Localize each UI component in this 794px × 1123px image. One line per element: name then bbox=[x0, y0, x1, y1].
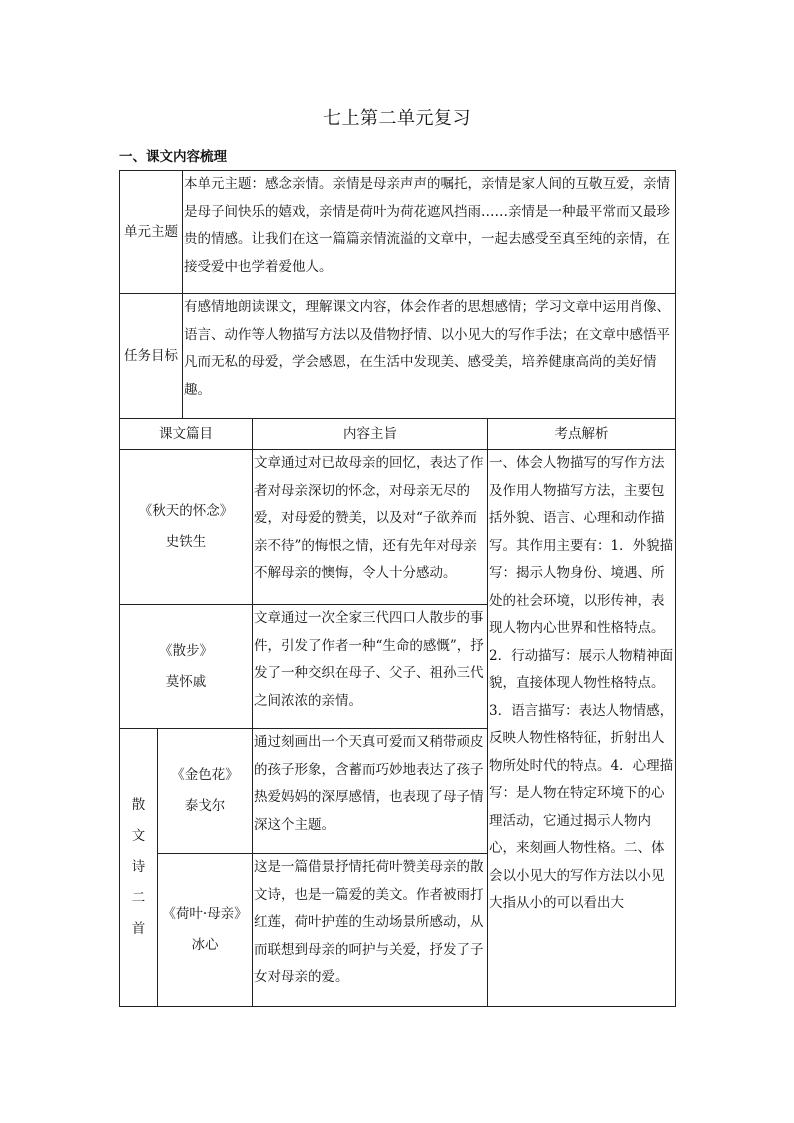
group-label-char: 诗 bbox=[131, 859, 146, 875]
group-label-char: 二 bbox=[131, 890, 146, 906]
lesson-author: 泰戈尔 bbox=[184, 798, 226, 814]
group-label-char: 文 bbox=[131, 828, 146, 844]
lesson-row bbox=[120, 450, 676, 605]
task-goal-row bbox=[120, 294, 676, 419]
lesson-title: 《散步》 bbox=[159, 642, 213, 659]
task-goal-label: 任务目标 bbox=[120, 294, 183, 419]
page-title: 七上第二单元复习 bbox=[323, 108, 471, 129]
lesson-title: 《荷叶·母亲》 bbox=[162, 906, 248, 922]
header-analysis: 考点解析 bbox=[488, 419, 676, 450]
header-gist: 内容主旨 bbox=[253, 419, 488, 450]
lesson-title-cell bbox=[158, 854, 253, 1007]
header-lesson: 课文篇目 bbox=[120, 419, 253, 450]
unit-theme-row bbox=[120, 171, 676, 294]
unit-theme-text: 本单元主题：感念亲情。亲情是母亲声声的嘱托，亲情是家人间的互敬互爱，亲情是母子间快乐的嬉戏，亲情是荷叶为荷花遮风挡雨……亲情是一种最平常而又最珍贵的情感。让我们在这一篇篇亲情流溢的文章中，一起去感受至真至纯的亲情，在接受爱中也学着爱他人。 bbox=[183, 171, 676, 294]
lesson-title-cell bbox=[158, 729, 253, 854]
group-label-char: 散 bbox=[131, 797, 146, 813]
lesson-gist: 这是一篇借景抒情托荷叶赞美母亲的散文诗，也是一篇爱的美文。作者被雨打红莲，荷叶护莲的生动场景所感动，从而联想到母亲的呵护与关爱，抒发了子女对母亲的爱。 bbox=[253, 854, 488, 1007]
lesson-title: 《金色花》 bbox=[171, 767, 239, 783]
lesson-gist: 文章通过对已故母亲的回忆，表达了作者对母亲深切的怀念，对母亲无尽的爱，对母爱的赞美，以及对“子欲养而亲不待”的悔恨之情，还有先年对母亲不解母亲的懊悔，令人十分感动。 bbox=[253, 450, 488, 605]
header-row bbox=[120, 419, 676, 450]
analysis-cell: 一、体会人物描写的写作方法及作用人物描写方法，主要包括外貌、语言、心理和动作描写。其作用主要有：1．外貌描写：揭示人物身份、境遇、所处的社会环境，以形传神，表现人物内心世界和性格特点。2．行动描写：展示人物精神面貌，直接体现人物性格特点。3．语言描写：表达人物情感，反映人物性格特征，折射出人物所处时代的特点。4．心理描写：是人物在特定环境下的心理活动，它通过揭示人物内心，来刻画人物性格。二、体会以小见大的写作方法以小见大指从小的可以看出大 bbox=[488, 450, 676, 1007]
lesson-author: 莫怀戚 bbox=[165, 673, 207, 690]
task-goal-text: 有感情地朗读课文，理解课文内容，体会作者的思想感情；学习文章中运用肖像、语言、动作等人物描写方法以及借物抒情、以小见大的写作手法；在文章中感悟平凡而无私的母爱，学会感恩，在生活中发现美、感受美，培养健康高尚的美好情趣。 bbox=[183, 294, 676, 419]
group-label bbox=[120, 729, 158, 1007]
section-heading: 一、课文内容梳理 bbox=[119, 149, 227, 165]
lesson-title-cell bbox=[120, 605, 253, 729]
unit-theme-label: 单元主题 bbox=[120, 171, 183, 294]
lesson-author: 史铁生 bbox=[165, 534, 207, 550]
lesson-author: 冰心 bbox=[191, 937, 219, 953]
group-label-char: 首 bbox=[131, 921, 146, 937]
review-table bbox=[119, 170, 676, 1007]
lesson-title: 《秋天的怀念》 bbox=[138, 503, 234, 519]
lesson-gist: 文章通过一次全家三代四口人散步的事件，引发了作者一种“生命的感慨”，抒发了一种交织在母子、父子、祖孙三代之间浓浓的亲情。 bbox=[253, 605, 488, 729]
lesson-title-cell bbox=[120, 450, 253, 605]
lesson-gist: 通过刻画出一个天真可爱而又稍带顽皮的孩子形象，含蓄而巧妙地表达了孩子热爱妈妈的深厚感情，也表现了母子情深这个主题。 bbox=[253, 729, 488, 854]
